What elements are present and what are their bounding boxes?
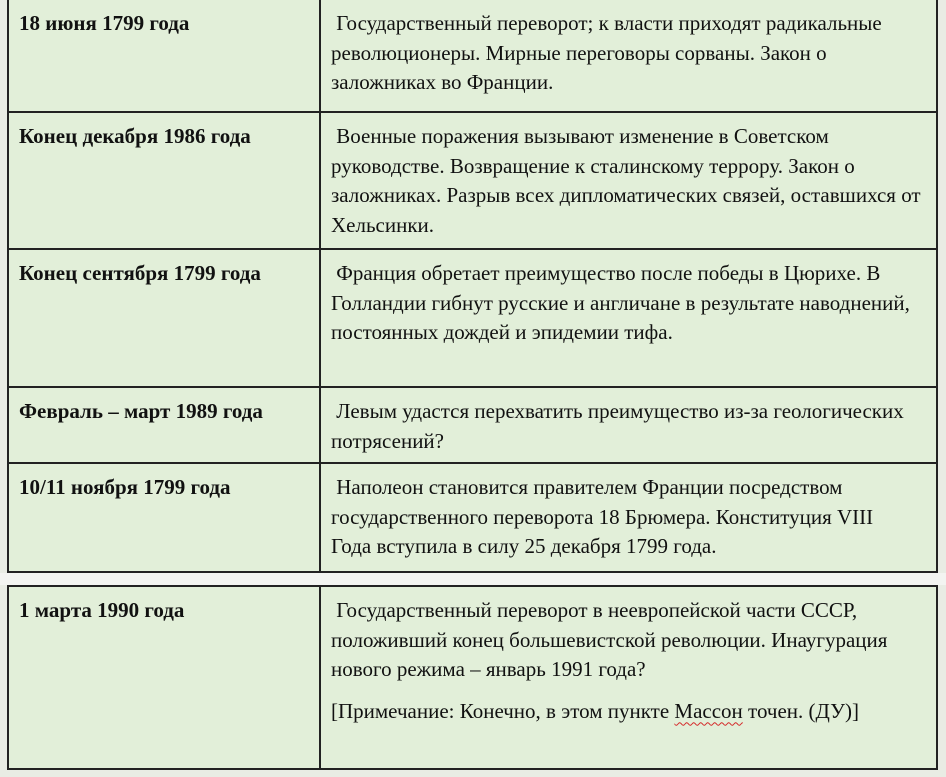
table-row [9, 0, 936, 113]
row-event-text: Государственный переворот в неевропейской части СССР, положивший конец большевистской революции. Инаугурация нового режима – январь 1991 года? [331, 598, 904, 681]
table-row [9, 587, 936, 768]
row-event: Франция обретает преимущество после победы в Цюрихе. В Голландии гибнут русские и англичане в результате наводнений, постоянных дождей и эпидемии тифа. [331, 261, 910, 344]
row-event: Левым удастся перехватить преимущество из-за геологических потрясений? [331, 399, 904, 453]
row-date: 10/11 ноября 1799 года [19, 475, 231, 499]
table-row [9, 464, 936, 571]
row-date: 18 июня 1799 года [19, 11, 190, 35]
row-date: Февраль – март 1989 года [19, 399, 263, 423]
row-date: 1 марта 1990 года [19, 598, 185, 622]
row-event: Военные поражения вызывают изменение в Советском руководстве. Возвращение к сталинскому террору. Закон о заложниках. Разрыв всех дипломатических связей, оставшихся от Хельсинки. [331, 124, 921, 237]
row-date: Конец декабря 1986 года [19, 124, 251, 148]
row-event [331, 596, 929, 726]
row-date: Конец сентября 1799 года [19, 261, 261, 285]
timeline-table-bottom [7, 585, 938, 770]
row-note: [Примечание: Конечно, в этом пункте Массон точен. (ДУ)] [331, 698, 859, 723]
row-event: Государственный переворот; к власти приходят радикальные революционеры. Мирные переговоры сорваны. Закон о заложниках во Франции. [331, 11, 882, 94]
table-row [9, 250, 936, 388]
table-row [9, 113, 936, 250]
timeline-table-top [7, 0, 938, 573]
table-row [9, 388, 936, 464]
spellcheck-flagged-word: Массон [674, 698, 743, 723]
row-event: Наполеон становится правителем Франции посредством государственного переворота 18 Брюмера. Конституция VIII Года вступила в силу 25 декабря 1799 года. [331, 475, 889, 558]
page-break-gap [0, 573, 946, 585]
